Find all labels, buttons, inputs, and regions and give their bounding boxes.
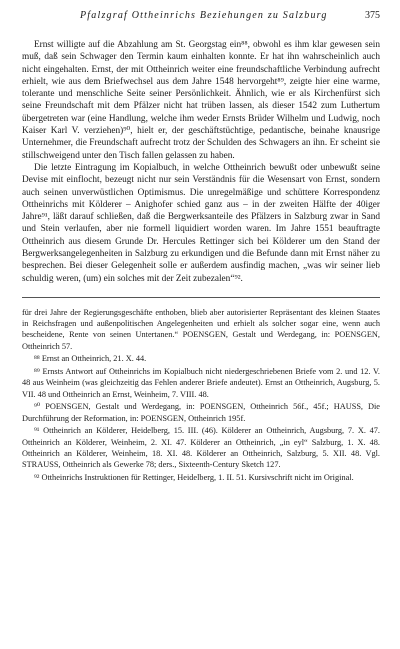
paragraph: Ernst willigte auf die Abzahlung am St. Georgstag ein⁸⁸, obwohl es ihm klar gewesen sein muß, daß sein Schwager den Termin kaum einhalten konnte. Er hat ihn wahrscheinlich auch nicht eingehalten. Ernst, der mit Ottheinrich weiter eine freundschaftliche Verbindung aufrecht erhielt, wie aus dem Briefwechsel aus dem Jahre 1548 hervorgeht⁸⁹, zeigte hier eine warme, tolerante und menschliche Seite seiner Persönlichkeit. Ähnlich, wie er als Kirchenfürst sich seine Freundschaft mit dem Pfälzer nicht hat trüben lassen, als dieser 1542 zum Luthertum übergetreten war (eine Handlung, welche ihm weder Ernsts Brüder Wilhelm und Ludwig, noch Kaiser Karl V. verziehen)⁹⁰, hielt er, der geschäftstüchtige, pedantische, beinahe knausrige Unternehmer, die Freundschaft aufrecht trotz der Schulden des Schwagers an ihn. Er scheint sie stillschweigend unter den Tisch fallen gelassen zu haben. xyxy=(22,40,380,161)
footnotes xyxy=(22,307,380,483)
footnote-separator xyxy=(22,297,380,298)
footnote-continuation: für drei Jahre der Regierungsgeschäfte enthoben, blieb aber autorisierter Repräsentant des kleinen Staates in Reichsfragen und außenpolitischen Angelegenheiten und erhielt als solcher sogar eine, wenn auch bescheidene, Rente von seinen Untertanen.“ POENSGEN, Gestalt und Werdegang, in: POENSGEN, Ottheinrich 57. xyxy=(22,307,380,351)
book-page xyxy=(22,10,380,485)
running-title: Pfalzgraf Ottheinrichs Beziehungen zu Salzburg xyxy=(80,10,328,21)
footnote-90: ⁹⁰ POENSGEN, Gestalt und Werdegang, in: POENSGEN, Ottheinrich 56f., 45f.; HAUSS, Die Durchführung der Reformation, in: POENSGEN, Ottheinrich 195f. xyxy=(22,402,380,423)
footnote-92: ⁹² Ottheinrichs Instruktionen für Rettinger, Heidelberg, 1. II. 51. Kursivschrift nicht im Original. xyxy=(34,472,354,482)
footnote-91: ⁹¹ Ottheinrich an Kölderer, Heidelberg, 15. III. (46). Kölderer an Ottheinrich, Augsburg, 7. X. 47. Ottheinrich an Kölderer, Weinheim, 2. XI. 47. Kölderer an Ottheinrich, „in eyl“ Salzburg, 1. X. 48. Ottheinrich an Kölderer, Weinheim, 18. XI. 48. Kölderer an Ottheinrich, Salzburg, 5. XII. 48. Vgl. STRAUSS, Ottheinrich als Gewerke 78; ders., Sixteenth-Century Sketch 127. xyxy=(22,426,380,469)
page-number: 375 xyxy=(365,10,380,21)
footnote-88: ⁸⁸ Ernst an Ottheinrich, 21. X. 44. xyxy=(34,354,147,364)
running-head xyxy=(22,10,380,22)
paragraph: Die letzte Eintragung im Kopialbuch, in welche Ottheinrich bewußt oder unbewußt seine Devise mit einflocht, bezeugt nicht nur sein Verständnis für die Wesensart von Ernst, sondern auch seinen unverwüstlichen Optimismus. Die unregelmäßige und schüttere Korrespondenz Ottheinrichs mit Kölderer – Anighofer schied ganz aus – in der zweiten Hälfte der 40iger Jahre⁹¹, läßt darauf schließen, daß die Bergwerksanteile des Pfälzers in Salzburg zwar in Sand und Stein verlaufen, aber nie formell liquidiert worden waren. Im Jahre 1551 beauftragte Ottheinrich aus diesem Grunde Dr. Hercules Rettinger sich bei Kölderer um den Stand der Bergwerksangelegenheiten in Salzburg zu erkundigen und die Befunde dann mit Ernst näher zu besprechen. Bei dieser Gelegenheit solle er außerdem ausfindig machen, „was wir seiner lieb schuldig weren, (um) ein solches mit der Zeit zubezalen“⁹². xyxy=(22,162,380,284)
footnote-89: ⁸⁹ Ernsts Antwort auf Ottheinrichs im Kopialbuch nicht niedergeschriebenen Briefe vom 2. und 12. V. 48 aus Weinheim (was gleichzeitig das Fehlen anderer Briefe andeutet). Ernst an Ottheinrich, Augsburg, 5. VII. 48 und Ottheinrich an Ernst, Weinheim, 7. VIII. 48. xyxy=(22,367,380,399)
body-text xyxy=(22,39,380,285)
